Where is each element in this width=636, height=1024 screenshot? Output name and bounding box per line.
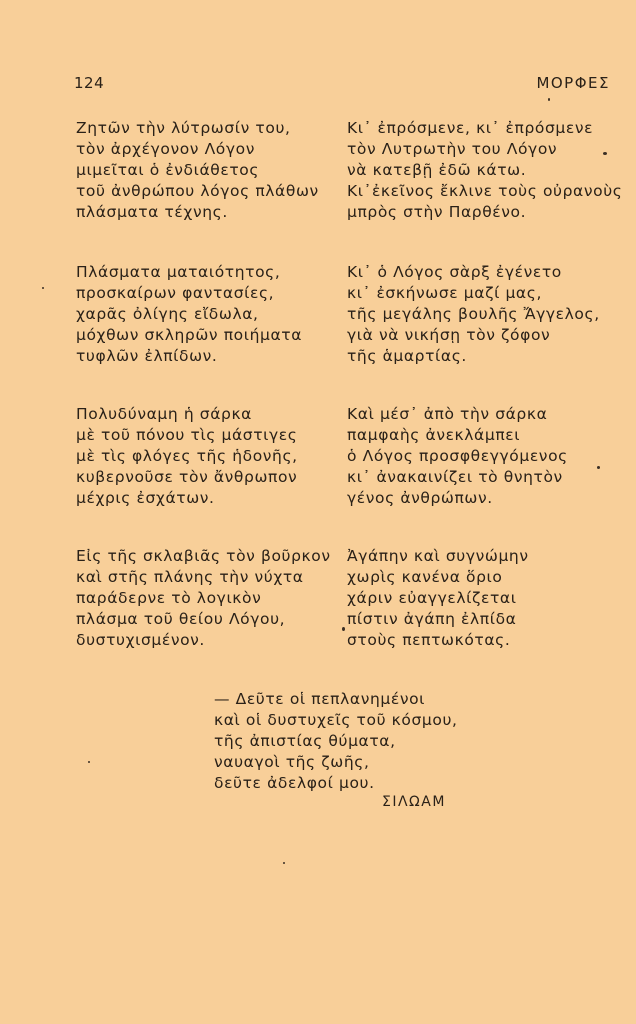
- verse-line: πίστιν ἀγάπη ἐλπίδα: [347, 610, 517, 628]
- stanza-2-right: [347, 262, 600, 367]
- verse-line: ὁ Λόγος προσφθεγγόμενος: [347, 447, 568, 465]
- verse-line: Εἰς τῆς σκλαβιᾶς τὸν βοῦρκον: [76, 547, 331, 565]
- verse-line: Κι᾿ ὁ Λόγος σὰρξ ἐγένετο: [347, 263, 562, 281]
- verse-line: ναυαγοὶ τῆς ζωῆς,: [214, 753, 370, 771]
- verse-line: μιμεῖται ὁ ἐνδιάθετος: [76, 161, 260, 179]
- verse-line: μόχθων σκληρῶν ποιήματα: [76, 326, 303, 344]
- verse-line: Πλάσματα ματαιότητος,: [76, 263, 281, 281]
- verse-line: κυβερνοῦσε τὸν ἄνθρωπον: [76, 468, 298, 486]
- stanza-1-right: [347, 118, 622, 223]
- verse-line: μὲ τὶς φλόγες τῆς ἡδονῆς,: [76, 447, 298, 465]
- verse-line: γένος ἀνθρώπων.: [347, 489, 493, 507]
- stanza-4-left: [76, 546, 331, 651]
- verse-line: κι᾿ ἐσκήνωσε μαζί μας,: [347, 284, 542, 302]
- stanza-4-right: [347, 546, 529, 651]
- running-head: ΜΟΡΦΕΣ: [536, 74, 610, 92]
- verse-line: στοὺς πεπτωκότας.: [347, 631, 511, 649]
- verse-line: χάριν εὐαγγελίζεται: [347, 589, 517, 607]
- stanza-3-left: [76, 404, 298, 509]
- verse-line: Ἀγάπην καὶ συγνώμην: [347, 547, 529, 565]
- stanza-1-left: [76, 118, 319, 223]
- verse-line: καὶ οἱ δυστυχεῖς τοῦ κόσμου,: [214, 711, 458, 729]
- paper-speck: [597, 466, 600, 469]
- verse-line: χαρᾶς ὀλίγης εἴδωλα,: [76, 305, 259, 323]
- verse-line: — Δεῦτε οἱ πεπλανημένοι: [214, 690, 426, 708]
- stanza-2-left: [76, 262, 302, 367]
- verse-line: τὸν ἀρχέγονον Λόγον: [76, 140, 255, 158]
- verse-line: νὰ κατεβῇ ἐδῶ κάτω.: [347, 161, 527, 179]
- page-number: 124: [74, 74, 105, 92]
- verse-line: πλάσματα τέχνης.: [76, 203, 228, 221]
- stanza-3-right: [347, 404, 568, 509]
- verse-line: τυφλῶν ἐλπίδων.: [76, 347, 218, 365]
- paper-speck: [603, 152, 607, 155]
- verse-line: τοῦ ἀνθρώπου λόγος πλάθων: [76, 182, 319, 200]
- verse-line: μέχρις ἐσχάτων.: [76, 489, 215, 507]
- verse-line: καὶ στῆς πλάνης τὴν νύχτα: [76, 568, 304, 586]
- verse-line: πλάσμα τοῦ θείου Λόγου,: [76, 610, 286, 628]
- verse-line: γιὰ νὰ νικήσῃ τὸν ζόφον: [347, 326, 551, 344]
- verse-line: προσκαίρων φαντασίες,: [76, 284, 275, 302]
- closing-stanza: [214, 689, 458, 794]
- verse-line: τῆς μεγάλης βουλῆς Ἄγγελος,: [347, 305, 600, 323]
- paper-speck: [283, 862, 285, 864]
- paper-speck: [342, 627, 345, 631]
- verse-line: Κι᾿ἐκεῖνος ἔκλινε τοὺς οὐρανοὺς: [347, 182, 623, 200]
- verse-line: δυστυχισμένον.: [76, 631, 205, 649]
- verse-line: δεῦτε ἀδελφοί μου.: [214, 774, 375, 792]
- verse-line: Κι᾿ ἐπρόσμενε, κι᾿ ἐπρόσμενε: [347, 119, 594, 137]
- author-signature: ΣΙΛΩΑΜ: [382, 794, 446, 810]
- verse-line: τῆς ἀπιστίας θύματα,: [214, 732, 396, 750]
- verse-line: κι᾿ ἀνακαινίζει τὸ θνητὸν: [347, 468, 563, 486]
- verse-line: παράδερνε τὸ λογικὸν: [76, 589, 262, 607]
- verse-line: τὸν Λυτρωτὴν του Λόγον: [347, 140, 558, 158]
- paper-speck: [42, 287, 44, 289]
- verse-line: Ζητῶν τὴν λύτρωσίν του,: [76, 119, 291, 137]
- verse-line: χωρὶς κανένα ὅριο: [347, 568, 503, 586]
- verse-line: μὲ τοῦ πόνου τὶς μάστιγες: [76, 426, 298, 444]
- paper-speck: [88, 761, 90, 763]
- verse-line: τῆς ἁμαρτίας.: [347, 347, 467, 365]
- paper-speck: [548, 98, 550, 101]
- verse-line: Καὶ μέσ᾿ ἀπὸ τὴν σάρκα: [347, 405, 548, 423]
- verse-line: μπρὸς στὴν Παρθένο.: [347, 203, 527, 221]
- verse-line: Πολυδύναμη ἡ σάρκα: [76, 405, 253, 423]
- verse-line: παμφαὴς ἀνεκλάμπει: [347, 426, 521, 444]
